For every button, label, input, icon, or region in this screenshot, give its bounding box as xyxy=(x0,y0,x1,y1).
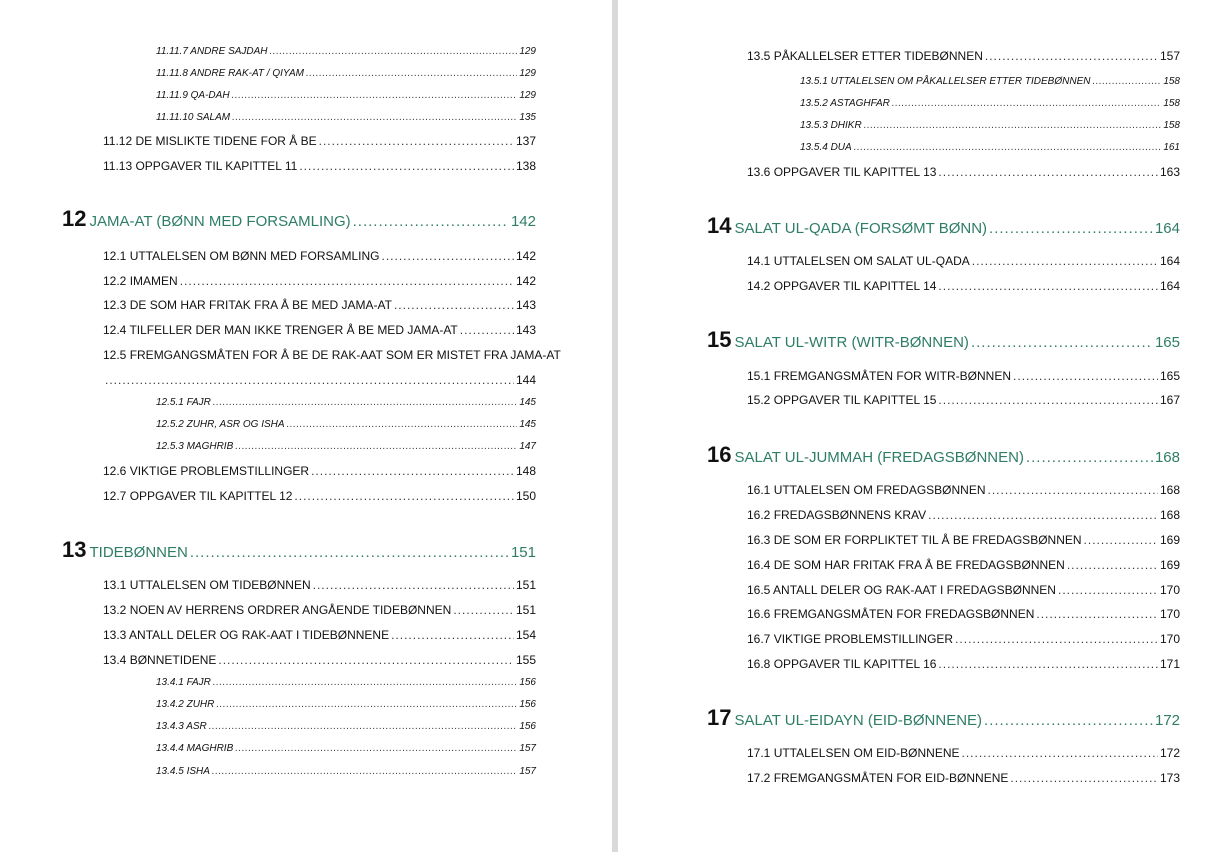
toc-entry[interactable] xyxy=(747,746,1180,760)
toc-entry-title: 12.2 IMAMEN xyxy=(103,274,178,288)
toc-entry-title: 17.2 FREMGANGSMÅTEN FOR EID-BØNNENE xyxy=(747,771,1009,785)
toc-page-number: 129 xyxy=(519,90,536,101)
toc-chapter-heading[interactable] xyxy=(62,206,536,232)
toc-entry[interactable] xyxy=(103,134,536,148)
toc-entry-title: 15.1 FREMGANGSMÅTEN FOR WITR-BØNNEN xyxy=(747,369,1012,383)
toc-page-number: 148 xyxy=(515,464,536,478)
toc-entry-title: 13.4.2 ZUHR xyxy=(156,699,215,710)
dot-leader xyxy=(232,112,517,123)
toc-entry[interactable] xyxy=(103,603,536,617)
dot-leader xyxy=(313,578,514,592)
toc-entry-title: 13.4 BØNNETIDENE xyxy=(103,653,217,667)
dot-leader xyxy=(394,298,514,312)
toc-page-number: 156 xyxy=(519,721,536,732)
toc-entry-title: 16.5 ANTALL DELER OG RAK-AAT I FREDAGSBØNNEN xyxy=(747,583,1056,597)
dot-leader xyxy=(955,632,1158,646)
toc-page-number: 170 xyxy=(1159,583,1180,597)
toc-page-number: 173 xyxy=(1159,771,1180,785)
toc-entry[interactable] xyxy=(156,441,536,452)
toc-entry-title: 13.3 ANTALL DELER OG RAK-AAT I TIDEBØNNENE xyxy=(103,628,390,642)
toc-page-number: 158 xyxy=(1163,120,1180,131)
toc-entry-title: 14.1 UTTALELSEN OM SALAT UL-QADA xyxy=(747,254,970,268)
toc-entry-title: 17.1 UTTALELSEN OM EID-BØNNENE xyxy=(747,746,960,760)
dot-leader xyxy=(1092,76,1161,87)
toc-entry-title: 16.7 VIKTIGE PROBLEMSTILLINGER xyxy=(747,632,954,646)
toc-entry[interactable] xyxy=(156,699,536,710)
toc-page-number: 138 xyxy=(515,159,536,173)
toc-chapter-heading[interactable] xyxy=(62,537,536,563)
toc-entry[interactable] xyxy=(800,142,1180,153)
toc-entry-title: 16.3 DE SOM ER FORPLIKTET TIL Å BE FREDAGSBØNNEN xyxy=(747,533,1082,547)
toc-entry-title: 12.5 FREMGANGSMÅTEN FOR Å BE DE RAK-AAT SOM ER MISTET FRA JAMA-AT xyxy=(103,348,561,362)
toc-entry-title: 12.3 DE SOM HAR FRITAK FRA Å BE MED JAMA-AT xyxy=(103,298,392,312)
toc-page-number: 142 xyxy=(510,213,536,230)
toc-page-number: 151 xyxy=(515,603,536,617)
toc-page-number: 170 xyxy=(1159,632,1180,646)
dot-leader xyxy=(216,699,517,710)
chapter-number: 14 xyxy=(707,213,732,238)
toc-entry[interactable] xyxy=(800,98,1180,109)
toc-entry-title: SALAT UL-WITR (WITR-BØNNEN) xyxy=(734,334,969,351)
dot-leader xyxy=(971,334,1153,351)
dot-leader xyxy=(984,712,1153,729)
toc-entry-title: 12.1 UTTALELSEN OM BØNN MED FORSAMLING xyxy=(103,249,380,263)
dot-leader xyxy=(391,628,514,642)
toc-entry-title: 11.11.10 SALAM xyxy=(156,112,231,123)
toc-entry-title: SALAT UL-QADA (FORSØMT BØNN) xyxy=(734,220,988,237)
toc-entry[interactable] xyxy=(156,419,536,430)
toc-entry-title: 13.4.5 ISHA xyxy=(156,766,210,777)
chapter-number: 13 xyxy=(62,537,87,562)
toc-entry-title: 11.11.9 QA-DAH xyxy=(156,90,230,101)
toc-entry-title: JAMA-AT (BØNN MED FORSAMLING) xyxy=(89,213,351,230)
dot-leader xyxy=(319,134,514,148)
toc-page-number: 158 xyxy=(1163,76,1180,87)
dot-leader xyxy=(213,677,517,688)
toc-page-number: 172 xyxy=(1159,746,1180,760)
toc-entry[interactable] xyxy=(747,583,1180,597)
toc-page-number: 145 xyxy=(519,419,536,430)
toc-page-number: 142 xyxy=(515,249,536,263)
dot-leader xyxy=(1036,607,1158,621)
toc-page-number: 135 xyxy=(519,112,536,123)
toc-entry[interactable] xyxy=(156,743,536,754)
toc-page-number: 163 xyxy=(1159,165,1180,179)
toc-page-number: 161 xyxy=(1163,142,1180,153)
toc-page-number: 158 xyxy=(1163,98,1180,109)
toc-entry-title: 13.5 PÅKALLELSER ETTER TIDEBØNNEN xyxy=(747,49,983,63)
dot-leader xyxy=(1084,533,1158,547)
toc-entry[interactable] xyxy=(156,766,536,777)
dot-leader xyxy=(938,165,1158,179)
dot-leader xyxy=(892,98,1161,109)
toc-entry-title: 13.1 UTTALELSEN OM TIDEBØNNEN xyxy=(103,578,311,592)
toc-entry[interactable] xyxy=(747,533,1180,547)
chapter-number: 15 xyxy=(707,327,732,352)
toc-page-number: 145 xyxy=(519,397,536,408)
toc-page-number: 165 xyxy=(1154,334,1180,351)
toc-page-number: 168 xyxy=(1154,449,1180,466)
dot-leader xyxy=(190,544,509,561)
toc-page-number: 137 xyxy=(515,134,536,148)
toc-entry[interactable] xyxy=(156,46,536,57)
toc-entry-title: 16.4 DE SOM HAR FRITAK FRA Å BE FREDAGSBØNNEN xyxy=(747,558,1065,572)
toc-page-number: 169 xyxy=(1159,558,1180,572)
dot-leader xyxy=(460,323,514,337)
toc-entry[interactable] xyxy=(103,274,536,288)
dot-leader xyxy=(1058,583,1158,597)
toc-page-number: 165 xyxy=(1159,369,1180,383)
toc-chapter-heading[interactable] xyxy=(707,705,1180,731)
toc-chapter-heading[interactable] xyxy=(707,442,1180,468)
toc-page-number: 143 xyxy=(515,323,536,337)
toc-entry[interactable] xyxy=(103,323,536,337)
toc-page-number: 129 xyxy=(519,46,536,57)
toc-entry-title: 12.5.1 FAJR xyxy=(156,397,211,408)
toc-page-number: 169 xyxy=(1159,533,1180,547)
toc-entry[interactable] xyxy=(103,653,536,667)
dot-leader xyxy=(1013,369,1158,383)
toc-entry[interactable] xyxy=(156,721,536,732)
toc-entry-title: 12.4 TILFELLER DER MAN IKKE TRENGER Å BE MED JAMA-AT xyxy=(103,323,458,337)
toc-page-number: 157 xyxy=(519,743,536,754)
toc-entry[interactable] xyxy=(800,76,1180,87)
toc-entry-title: 12.5.3 MAGHRIB xyxy=(156,441,234,452)
toc-entry[interactable] xyxy=(747,393,1180,407)
dot-leader xyxy=(353,213,509,230)
toc-entry[interactable] xyxy=(747,771,1180,785)
toc-entry[interactable] xyxy=(103,464,536,478)
toc-entry-title: 13.5.1 UTTALELSEN OM PÅKALLELSER ETTER TIDEBØNNEN xyxy=(800,76,1091,87)
toc-page-number: 156 xyxy=(519,699,536,710)
dot-leader xyxy=(299,159,514,173)
toc-page-number: 168 xyxy=(1159,483,1180,497)
toc-page-number: 164 xyxy=(1159,254,1180,268)
toc-page-number: 151 xyxy=(510,544,536,561)
toc-page-number: 129 xyxy=(519,68,536,79)
toc-entry-title: 13.4.4 MAGHRIB xyxy=(156,743,234,754)
toc-entry-title: 12.6 VIKTIGE PROBLEMSTILLINGER xyxy=(103,464,310,478)
dot-leader xyxy=(270,46,518,57)
dot-leader xyxy=(938,657,1158,671)
toc-entry[interactable] xyxy=(747,165,1180,179)
toc-entry[interactable] xyxy=(747,279,1180,293)
dot-leader xyxy=(294,489,514,503)
toc-entry-title: 11.11.8 ANDRE RAK-AT / QIYAM xyxy=(156,68,305,79)
chapter-number: 17 xyxy=(707,705,732,730)
toc-page-number: 168 xyxy=(1159,508,1180,522)
dot-leader xyxy=(213,397,517,408)
toc-entry[interactable] xyxy=(747,508,1180,522)
toc-entry-title: 16.8 OPPGAVER TIL KAPITTEL 16 xyxy=(747,657,937,671)
toc-entry-title: 14.2 OPPGAVER TIL KAPITTEL 14 xyxy=(747,279,937,293)
toc-entry[interactable] xyxy=(156,68,536,79)
dot-leader xyxy=(928,508,1158,522)
toc-entry[interactable] xyxy=(747,607,1180,621)
toc-page-number: 167 xyxy=(1159,393,1180,407)
toc-entry[interactable] xyxy=(156,677,536,688)
toc-entry-title: 13.2 NOEN AV HERRENS ORDRER ANGÅENDE TIDEBØNNEN xyxy=(103,603,452,617)
toc-entry[interactable] xyxy=(103,578,536,592)
toc-page-number: 142 xyxy=(515,274,536,288)
toc-entry[interactable] xyxy=(747,657,1180,671)
dot-leader xyxy=(972,254,1158,268)
dot-leader xyxy=(235,441,517,452)
chapter-number: 12 xyxy=(62,206,87,231)
toc-page-number: 172 xyxy=(1154,712,1180,729)
toc-page-number: 171 xyxy=(1159,657,1180,671)
dot-leader xyxy=(235,743,517,754)
toc-chapter-heading[interactable] xyxy=(707,213,1180,239)
toc-page-number: 155 xyxy=(515,653,536,667)
toc-entry-title: 16.1 UTTALELSEN OM FREDAGSBØNNEN xyxy=(747,483,986,497)
toc-page-number: 164 xyxy=(1154,220,1180,237)
toc-entry-title: 16.6 FREMGANGSMÅTEN FOR FREDAGSBØNNEN xyxy=(747,607,1035,621)
dot-leader xyxy=(989,220,1153,237)
dot-leader xyxy=(306,68,517,79)
toc-entry[interactable] xyxy=(103,298,536,312)
toc-entry-title: TIDEBØNNEN xyxy=(89,544,188,561)
dot-leader xyxy=(105,373,514,387)
toc-entry[interactable] xyxy=(747,558,1180,572)
toc-page-number: 154 xyxy=(515,628,536,642)
toc-page-number: 143 xyxy=(515,298,536,312)
toc-entry-title: 13.6 OPPGAVER TIL KAPITTEL 13 xyxy=(747,165,937,179)
dot-leader xyxy=(1067,558,1158,572)
right-page xyxy=(618,0,1224,852)
toc-entry-title: SALAT UL-EIDAYN (EID-BØNNENE) xyxy=(734,712,983,729)
dot-leader xyxy=(453,603,514,617)
dot-leader xyxy=(209,721,518,732)
toc-page-number: 144 xyxy=(515,373,536,387)
toc-page-number: 164 xyxy=(1159,279,1180,293)
toc-entry[interactable] xyxy=(103,249,536,263)
dot-leader xyxy=(311,464,514,478)
dot-leader xyxy=(854,142,1162,153)
toc-page-number: 147 xyxy=(519,441,536,452)
toc-entry[interactable] xyxy=(747,632,1180,646)
toc-entry[interactable] xyxy=(747,254,1180,268)
dot-leader xyxy=(962,746,1158,760)
toc-entry[interactable] xyxy=(747,369,1180,383)
toc-entry[interactable] xyxy=(103,348,561,387)
toc-page-number: 150 xyxy=(515,489,536,503)
dot-leader xyxy=(232,90,518,101)
dot-leader xyxy=(938,279,1158,293)
dot-leader xyxy=(382,249,514,263)
toc-entry[interactable] xyxy=(156,90,536,101)
toc-page-number: 151 xyxy=(515,578,536,592)
toc-entry-title: 13.4.1 FAJR xyxy=(156,677,211,688)
dot-leader xyxy=(938,393,1158,407)
toc-entry-title: 13.5.3 DHIKR xyxy=(800,120,862,131)
toc-entry-title: SALAT UL-JUMMAH (FREDAGSBØNNEN) xyxy=(734,449,1024,466)
dot-leader xyxy=(218,653,514,667)
toc-entry[interactable] xyxy=(103,159,536,173)
toc-entry-title: 12.5.2 ZUHR, ASR OG ISHA xyxy=(156,419,285,430)
dot-leader xyxy=(287,419,518,430)
dot-leader xyxy=(988,483,1158,497)
toc-entry-title: 13.5.4 DUA xyxy=(800,142,852,153)
dot-leader xyxy=(1010,771,1158,785)
toc-entry-title: 12.7 OPPGAVER TIL KAPITTEL 12 xyxy=(103,489,293,503)
dot-leader xyxy=(1026,449,1153,466)
toc-entry-title: 11.12 DE MISLIKTE TIDENE FOR Å BE xyxy=(103,134,317,148)
toc-page-number: 156 xyxy=(519,677,536,688)
toc-entry-title: 16.2 FREDAGSBØNNENS KRAV xyxy=(747,508,927,522)
toc-entry-title: 15.2 OPPGAVER TIL KAPITTEL 15 xyxy=(747,393,937,407)
toc-entry[interactable] xyxy=(156,397,536,408)
chapter-number: 16 xyxy=(707,442,732,467)
toc-entry[interactable] xyxy=(156,112,536,123)
dot-leader xyxy=(864,120,1162,131)
dot-leader xyxy=(985,49,1158,63)
toc-page-number: 157 xyxy=(519,766,536,777)
toc-page-number: 157 xyxy=(1159,49,1180,63)
toc-entry-title: 13.5.2 ASTAGHFAR xyxy=(800,98,890,109)
dot-leader xyxy=(212,766,517,777)
toc-entry[interactable] xyxy=(103,628,536,642)
toc-entry-title: 11.11.7 ANDRE SAJDAH xyxy=(156,46,268,57)
toc-entry-title: 13.4.3 ASR xyxy=(156,721,207,732)
toc-entry[interactable] xyxy=(747,49,1180,63)
dot-leader xyxy=(180,274,514,288)
toc-entry[interactable] xyxy=(747,483,1180,497)
toc-chapter-heading[interactable] xyxy=(707,327,1180,353)
toc-entry-title: 11.13 OPPGAVER TIL KAPITTEL 11 xyxy=(103,159,298,173)
toc-entry[interactable] xyxy=(800,120,1180,131)
toc-page-number: 170 xyxy=(1159,607,1180,621)
toc-entry[interactable] xyxy=(103,489,536,503)
